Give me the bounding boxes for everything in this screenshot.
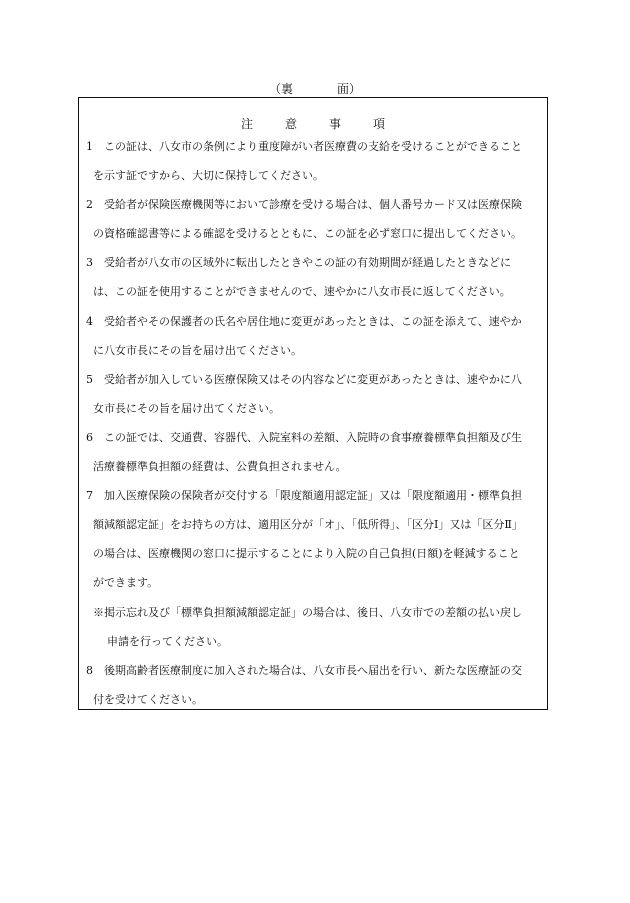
item-line: ※掲示忘れ及び「標準負担額減額認定証」の場合は、後日、八女市での差額の払い戻し [93, 606, 522, 619]
notice-item-5 [86, 365, 542, 423]
page-side-label [0, 80, 630, 97]
item-line: 女市長にその旨を届け出てください。 [93, 402, 280, 415]
item-line: ができます。 [93, 576, 159, 589]
item-line: 6 この証では、交通費、容器代、入院室料の差額、入院時の食事療養標準負担額及び生 [86, 431, 522, 444]
item-line: 申請を行ってください。 [107, 635, 228, 648]
notice-item-6 [86, 423, 542, 481]
side-label-right: 面） [337, 82, 362, 96]
notice-item-2 [86, 190, 542, 248]
item-line: 額減額認定証」をお持ちの方は、適用区分が「オ」、「低所得」、「区分Ⅰ」又は「区分Ⅱ」 [93, 518, 523, 531]
notice-footnote [86, 598, 542, 656]
notice-item-7 [86, 481, 542, 597]
item-line: に八女市長にその旨を届け出てください。 [93, 344, 302, 357]
item-line: 4 受給者やその保護者の氏名や居住地に変更があったときは、この証を添えて、速やか [86, 315, 522, 328]
item-line: は、この証を使用することができませんので、速やかに八女市長に返してください。 [93, 285, 511, 298]
item-line: の資格確認書等による確認を受けるとともに、この証を必ず窓口に提出してください。 [93, 227, 522, 240]
notice-item-3 [86, 248, 542, 306]
item-line: 付を受けてください。 [93, 693, 203, 706]
item-line: 8 後期高齢者医療制度に加入された場合は、八女市長へ届出を行い、新たな医療証の交 [86, 664, 522, 677]
item-line: 活療養標準負担額の経費は、公費負担されません。 [93, 460, 347, 473]
item-line: を示す証ですから、大切に保持してください。 [93, 169, 324, 182]
heading-char: 意 [284, 117, 297, 131]
heading-char: 注 [240, 117, 253, 131]
notice-item-8 [86, 656, 542, 714]
notice-item-1 [86, 132, 542, 190]
item-line: 7 加入医療保険の保険者が交付する「限度額適用認定証」又は「限度額適用・標準負担 [86, 489, 522, 502]
item-line: 1 この証は、八女市の条例により重度障がい者医療費の支給を受けることができること [86, 140, 522, 153]
item-line: 3 受給者が八女市の区域外に転出したときやこの証の有効期間が経過したときなどに [86, 256, 511, 269]
side-label-left: （裏 [268, 82, 293, 96]
notice-item-4 [86, 307, 542, 365]
notice-heading [79, 115, 547, 132]
item-line: 2 受給者が保険医療機関等において診療を受ける場合は、個人番号カード又は医療保険 [86, 198, 522, 211]
heading-char: 事 [329, 117, 342, 131]
notice-box [78, 97, 548, 710]
heading-char: 項 [373, 117, 386, 131]
item-line: 5 受給者が加入している医療保険又はその内容などに変更があったときは、速やかに八 [86, 373, 522, 386]
item-line: の場合は、医療機関の窓口に提示することにより入院の自己負担(日額)を軽減すること [93, 547, 520, 560]
